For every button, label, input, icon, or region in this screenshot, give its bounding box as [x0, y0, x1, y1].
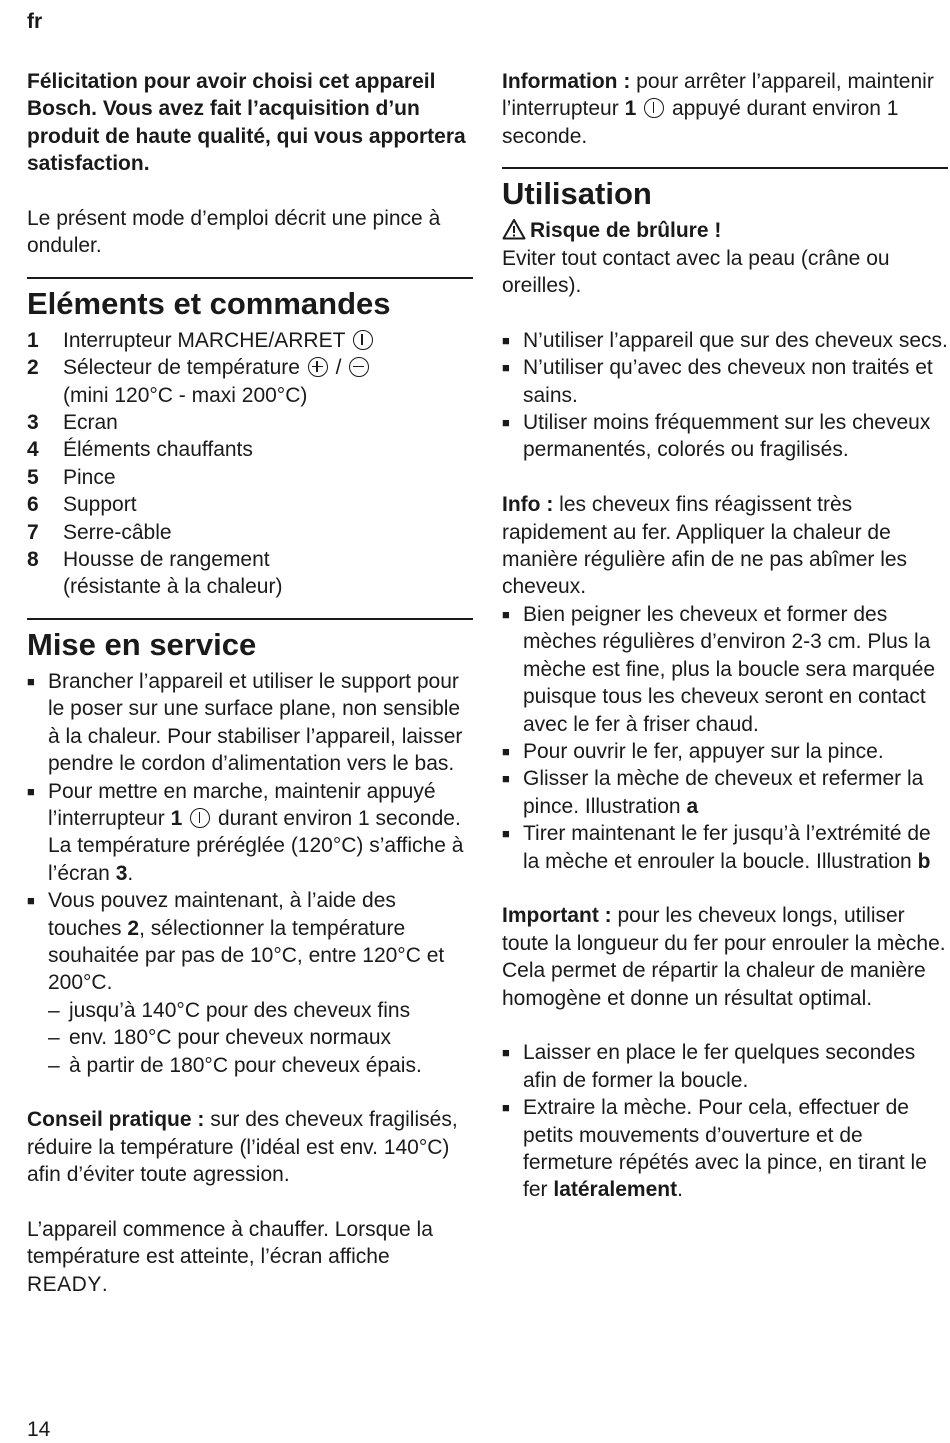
section-divider [27, 618, 473, 620]
final-steps-list [502, 1039, 948, 1203]
list-item: ■ N’utiliser qu’avec des cheveux non traités et sains. [502, 356, 933, 407]
usage-list [502, 327, 948, 464]
steps-list [502, 601, 948, 875]
list-item: – à partir de 180°C pour cheveux épais. [48, 1053, 422, 1077]
elements-list [27, 327, 473, 601]
list-item: 5 Pince [27, 465, 116, 489]
plus-icon [308, 357, 328, 377]
list-item: 8 Housse de rangement (résistante à la chaleur) [27, 548, 283, 599]
heating-paragraph: L’appareil commence à chauffer. Lorsque la température est atteinte, l’écran affiche READY. [27, 1217, 433, 1296]
list-item: ■ N’utiliser l’appareil que sur des cheveux secs. [502, 328, 948, 352]
list-item: ■ Pour mettre en marche, maintenir appuyé l’interrupteur 1 durant environ 1 seconde. La température préréglée (120°C) s’affiche à l’écran 3. [27, 779, 464, 885]
section-divider [27, 277, 473, 279]
power-icon [190, 808, 210, 828]
list-item: ■ Bien peigner les cheveux et former des mèches régulières d’environ 2-3 cm. Plus la mèche est fine, plus la boucle sera marquée puisque tous les cheveux seront en contact avec le fer à friser chaud. [502, 602, 936, 736]
warning-text: Eviter tout contact avec la peau (crâne ou oreilles). [502, 246, 890, 298]
list-item: ■ Laisser en place le fer quelques secondes afin de former la boucle. [502, 1041, 916, 1092]
power-icon [644, 98, 664, 118]
list-item: 4 Éléments chauffants [27, 438, 253, 462]
minus-icon [349, 357, 369, 377]
list-item: ■ Pour ouvrir le fer, appuyer sur la pince. [502, 739, 884, 763]
important-paragraph: Important : pour les cheveux longs, utiliser toute la longueur du fer pour enrouler la mèche. Cela permet de répartir la chaleur de manière homogène et donne un résultat optimal. [502, 904, 946, 1010]
list-item: ■ Tirer maintenant le fer jusqu’à l’extrémité de la mèche et enrouler la boucle. Illustration b [502, 822, 931, 873]
section-title-utilisation: Utilisation [502, 176, 652, 212]
list-item: ■ Brancher l’appareil et utiliser le support pour le poser sur une surface plane, non sensible à la chaleur. Pour stabiliser l’appareil, laisser pendre le cordon d’alimentation vers le bas. [27, 669, 463, 776]
section-divider [502, 167, 948, 169]
list-item: 1 Interrupteur MARCHE/ARRET [27, 327, 473, 354]
list-item: 2 Sélecteur de température / (mini 120°C - maxi 200°C) [27, 354, 473, 409]
language-label: fr [27, 10, 43, 33]
warning-triangle-icon [502, 218, 526, 240]
list-item: ■ Vous pouvez maintenant, à l’aide des touches 2, sélectionner la température souhaitée par pas de 10°C, entre 120°C et 200°C. [27, 889, 445, 995]
left-column [27, 68, 473, 1298]
intro-paragraph: Le présent mode d’emploi décrit une pince à onduler. [27, 207, 441, 258]
list-item: 6 Support [27, 493, 137, 517]
right-column [502, 68, 948, 1204]
info2-paragraph: Info : les cheveux fins réagissent très rapidement au fer. Appliquer la chaleur de manière régulière afin de ne pas abîmer les cheveux. [502, 493, 908, 599]
list-item: 7 Serre-câble [27, 520, 172, 544]
power-icon [353, 330, 373, 350]
list-item: ■ Utiliser moins fréquemment sur les cheveux permanentés, colorés ou fragilisés. [502, 411, 931, 462]
list-item: ■ Extraire la mèche. Pour cela, effectuer de petits mouvements d’ouverture et de fermeture répétés avec la pince, en tirant le fer latéralement. [502, 1096, 927, 1202]
warning-title: Risque de brûlure ! [502, 217, 948, 244]
intro-paragraph-bold: Félicitation pour avoir choisi cet appareil Bosch. Vous avez fait l’acquisition d’un produit de haute qualité, qui vous apportera satisfaction. [27, 70, 466, 176]
list-item: – env. 180°C pour cheveux normaux [48, 1026, 392, 1050]
list-item: – jusqu’à 140°C pour des cheveux fins [48, 998, 411, 1022]
page-number: 14 [27, 1418, 51, 1441]
list-item: ■ Glisser la mèche de cheveux et refermer la pince. Illustration a [502, 767, 924, 818]
tip-paragraph: Conseil pratique : sur des cheveux fragilisés, réduire la température (l’idéal est env. 140°C) afin d’éviter toute agression. [27, 1108, 458, 1187]
section-title-mise-en-service: Mise en service [27, 626, 257, 662]
info-paragraph: Information : pour arrêter l’appareil, maintenir l’interrupteur 1 appuyé durant environ 1 seconde. [502, 70, 934, 148]
section-title-elements: Eléments et commandes [27, 285, 391, 321]
mise-en-service-list [27, 668, 473, 997]
list-item: 3 Ecran [27, 411, 118, 435]
